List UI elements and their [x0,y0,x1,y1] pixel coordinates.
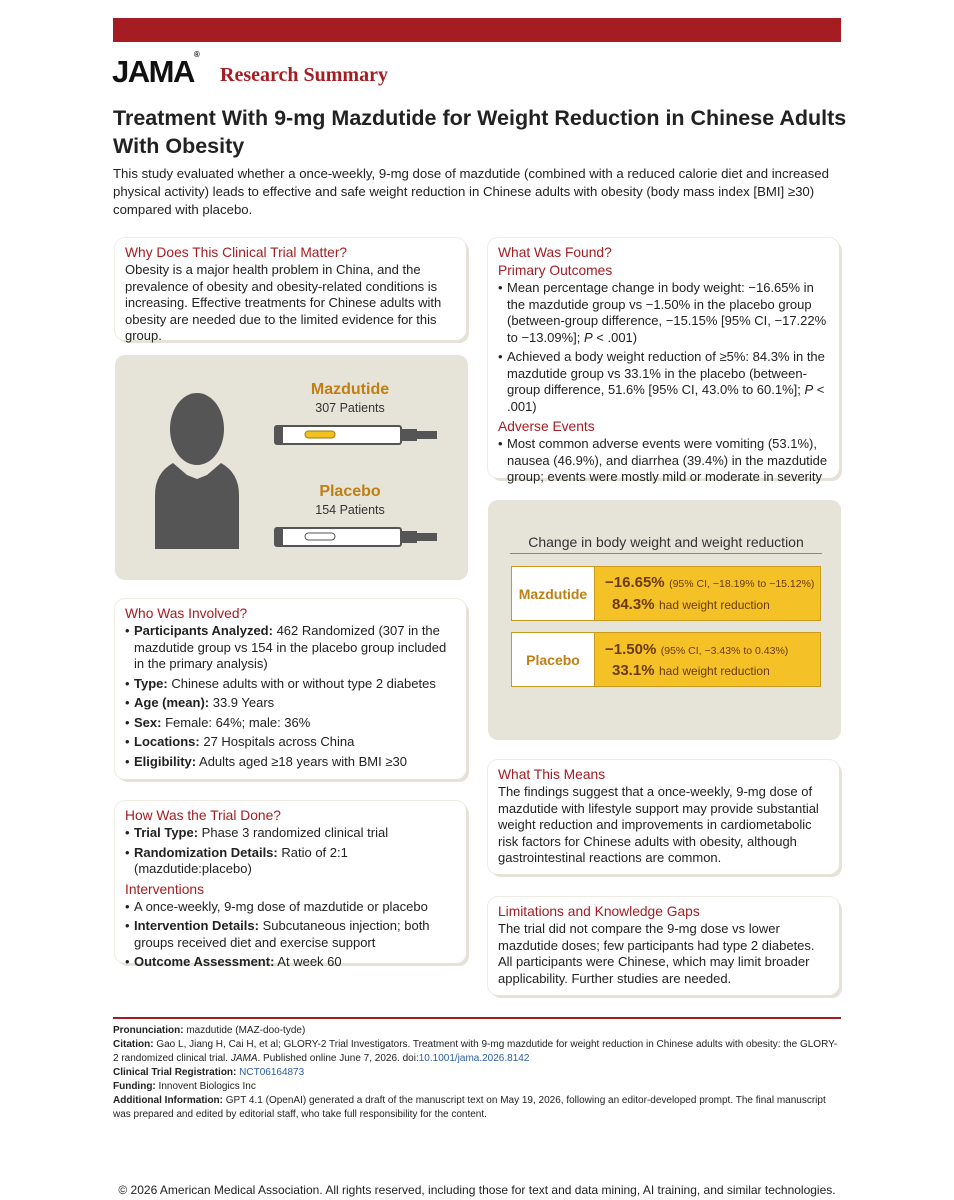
who-card [115,599,466,779]
jama-logo: JAMA® [112,49,200,89]
mazdutide-pct-text: had weight reduction [659,598,770,612]
mazdutide-change: −16.65% [605,574,665,591]
registration-link[interactable]: NCT06164873 [239,1067,305,1078]
list-item: • Intervention Details: Subcutaneous injection; both groups received diet and exercise support [125,918,456,951]
footer-notes [113,1024,841,1122]
limitations-text: The trial did not compare the 9-mg dose vs lower mazdutide doses; few participants had type 2 diabetes. All participants were Chinese, which may limit broader applicability. Further studies are needed. [498,921,815,986]
interventions-list [125,899,456,971]
doi-link[interactable]: 10.1001/jama.2026.8142 [418,1053,530,1064]
means-card [488,760,839,874]
section-label: Research Summary [220,64,388,86]
placebo-change: −1.50% [605,641,657,658]
placebo-pct-text: had weight reduction [659,664,770,678]
primary-outcomes-list [498,280,829,415]
groups-panel [115,355,468,580]
intro-text: This study evaluated whether a once-weekly, 9-mg dose of mazdutide (combined with a reduced calorie diet and increased physical activity) leads to effective and safe weight reduction in Chinese adults with obesity (body mass index [BMI] ≥30) compared with placebo. [113,166,829,217]
list-item: • Age (mean): 33.9 Years [125,695,456,712]
how-card [115,801,466,969]
interventions-heading: Interventions [125,881,204,897]
person-icon [153,391,241,549]
list-item: • Eligibility: Adults aged ≥18 years with BMI ≥30 [125,754,456,771]
list-item: • Mean percentage change in body weight: −16.65% in the mazdutide group vs −1.50% in the placebo group (between-group difference, −15.15% [95% CI, −17.22% to −13.09%]; P < .001) [498,280,829,346]
list-item: • Randomization Details: Ratio of 2:1 (mazdutide:placebo) [125,845,456,878]
list-item: • Locations: 27 Hospitals across China [125,734,456,751]
means-heading: What This Means [498,767,606,782]
list-item: • Sex: Female: 64%; male: 36% [125,715,456,732]
placebo-result-label: Placebo [511,632,595,687]
mazdutide-pct: 84.3% [612,596,655,613]
placebo-group-count: 154 Patients [315,503,385,517]
placebo-group-name: Placebo [319,483,381,500]
list-item: • Most common adverse events were vomiting (53.1%), nausea (46.9%), and diarrhea (39.4%) in the mazdutide group; events were mostly mild or moderate in severity [498,436,829,486]
how-heading: How Was the Trial Done? [125,808,281,823]
placebo-ci: (95% CI, −3.43% to 0.43%) [660,645,789,657]
primary-outcomes-heading: Primary Outcomes [498,263,613,278]
placebo-pen-icon [273,525,439,549]
footer-rule [113,1017,841,1019]
list-item: • Participants Analyzed: 462 Randomized (307 in the mazdutide group vs 154 in the placebo group included in the primary analysis) [125,623,456,673]
page-title: Treatment With 9-mg Mazdutide for Weight Reduction in Chinese Adults With Obesity [113,106,847,158]
limitations-heading: Limitations and Knowledge Gaps [498,904,700,919]
mazdutide-group-name: Mazdutide [310,381,390,398]
placebo-pct: 33.1% [612,662,655,679]
mazdutide-result-label: Mazdutide [511,566,595,621]
mazdutide-group-count: 307 Patients [315,401,385,415]
found-heading: What Was Found? [498,245,612,260]
mazdutide-result-box [594,566,821,621]
adverse-events-heading: Adverse Events [498,419,595,434]
who-heading: Who Was Involved? [125,606,248,621]
placebo-result-box [594,632,821,687]
mazdutide-pen-icon [273,423,439,447]
top-banner [113,18,841,42]
list-item: • Achieved a body weight reduction of ≥5%: 84.3% in the mazdutide group vs 33.1% in the placebo (between-group difference, 51.6% [95% CI, 43.0% to 60.1%]; P < .001) [498,349,829,415]
why-heading: Why Does This Clinical Trial Matter? [125,245,348,260]
results-title: Change in body weight and weight reduction [510,534,822,554]
adverse-events-list [498,436,829,486]
who-list [125,623,456,770]
funding-line: Funding: Innovent Biologics Inc [113,1081,256,1092]
pronunciation-line: Pronunciation: mazdutide (MAZ-doo-tyde) [113,1025,306,1036]
list-item: • Type: Chinese adults with or without type 2 diabetes [125,676,456,693]
copyright-notice: © 2026 American Medical Association. All rights reserved, including those for text and data mining, AI training, and similar technologies. [118,1183,836,1197]
found-card [488,238,839,484]
mazdutide-ci: (95% CI, −18.19% to −15.12%) [669,578,815,590]
list-item: • Outcome Assessment: At week 60 [125,954,456,971]
means-text: The findings suggest that a once-weekly, 9-mg dose of mazdutide with lifestyle support may provide substantial weight reduction and improvements in cardiometabolic risk factors for Chinese adults with obesity, although gastrointestinal reactions are common. [498,784,819,865]
why-card [115,238,466,343]
why-text: Obesity is a major health problem in China, and the prevalence of obesity and obesity-related conditions is increasing. Effective treatments for Chinese adults with obesity are needed due to the limited evidence for this group. [125,262,442,343]
citation-line: Citation: Gao L, Jiang H, Cai H, et al; GLORY-2 Trial Investigators. Treatment with 9-mg mazdutide for weight reduction in Chinese adults with obesity: the GLORY-2 randomized clinical trial. JAMA. Published online June 7, 2026. doi:10.1001/jama.2026.8142 [113,1039,838,1064]
list-item: • A once-weekly, 9-mg dose of mazdutide or placebo [125,899,456,916]
list-item: • Trial Type: Phase 3 randomized clinical trial [125,825,456,842]
additional-info-line: Additional Information: GPT 4.1 (OpenAI) generated a draft of the manuscript text on May 19, 2026, following an editor-developed prompt. The final manuscript was prepared and edited by editorial staff, who take full responsibility for the content. [113,1095,826,1120]
limitations-card [488,897,839,995]
how-list [125,825,456,878]
registration-line: Clinical Trial Registration: NCT06164873 [113,1067,305,1078]
